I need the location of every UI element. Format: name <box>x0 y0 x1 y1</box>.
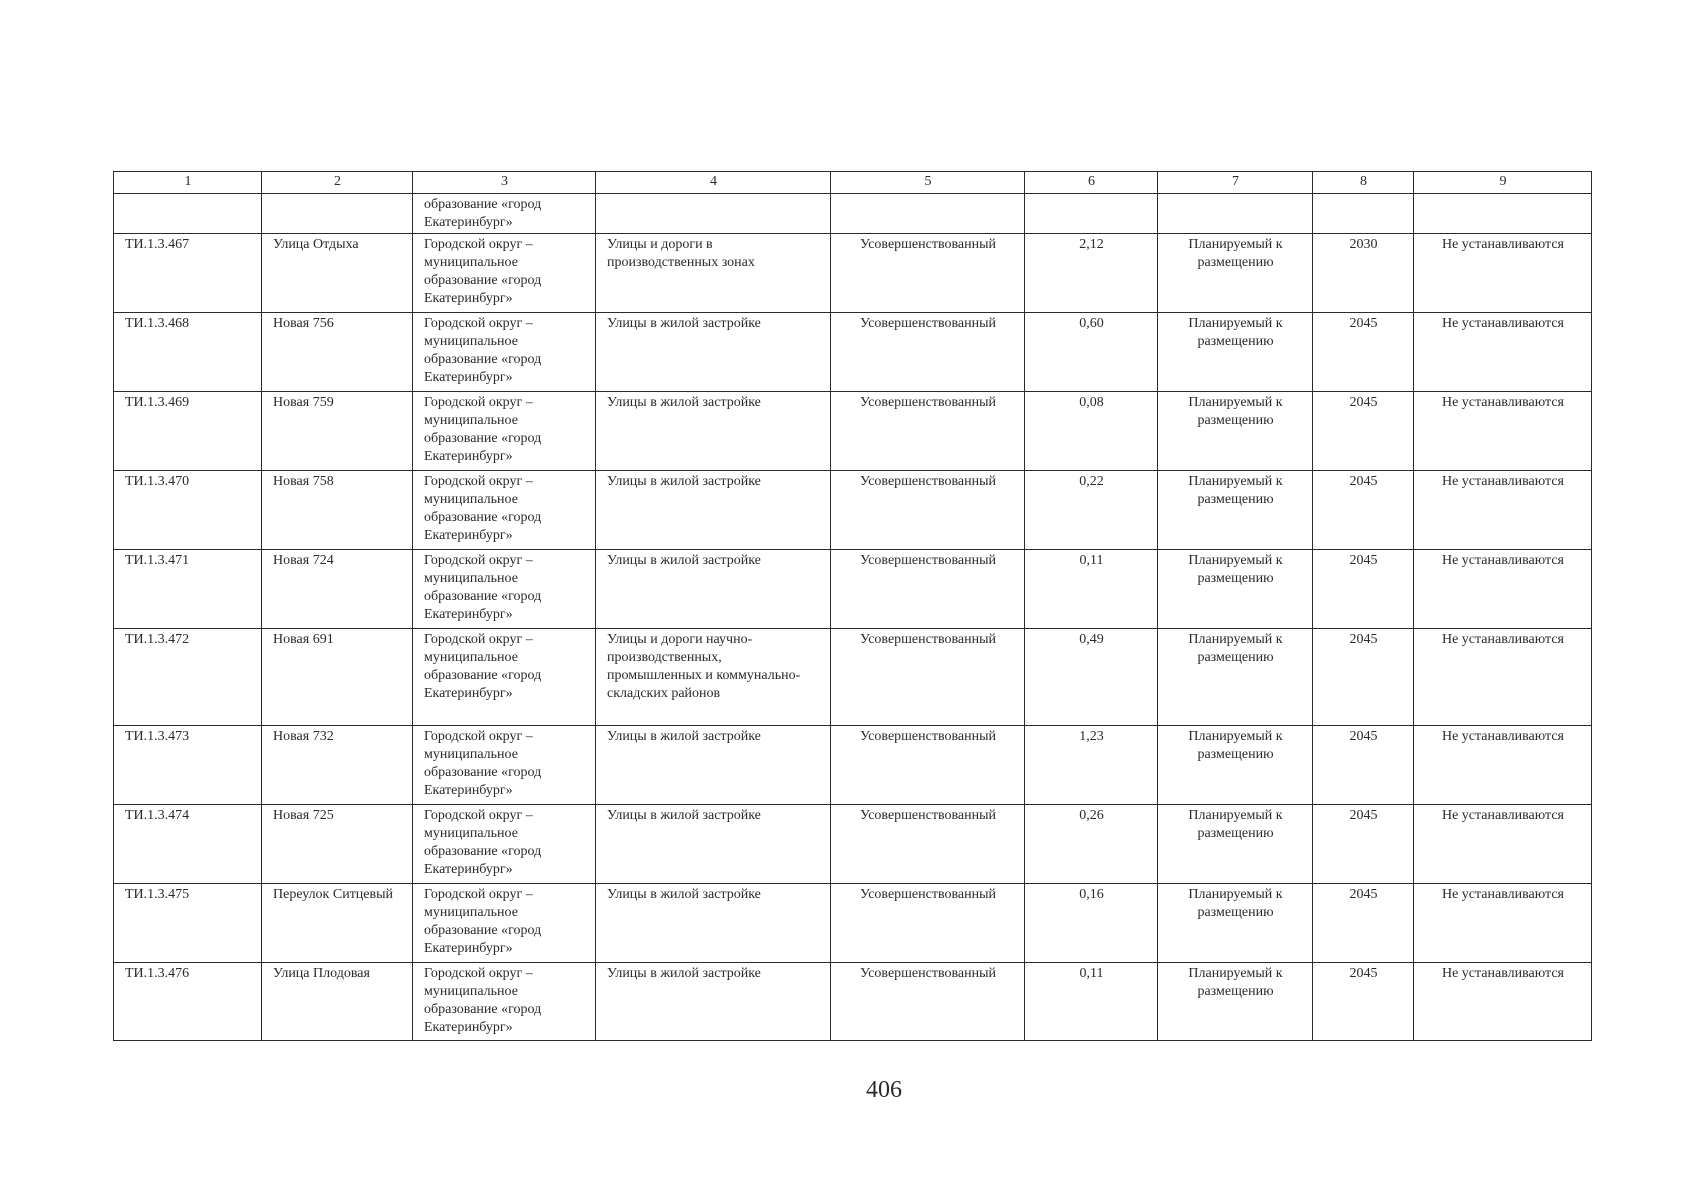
category-cell: Улицы в жилой застройке <box>596 550 831 629</box>
name-cell: Новая 724 <box>262 550 413 629</box>
header-row <box>114 172 1592 194</box>
municipality-cell: Городской округ – муниципальное образование «город Екатеринбург» <box>413 805 596 884</box>
table-row <box>114 805 1592 884</box>
status-cell: Планируемый к размещению <box>1158 726 1313 805</box>
coating-cell <box>831 194 1025 234</box>
status-cell: Планируемый к размещению <box>1158 392 1313 471</box>
page-number: 406 <box>866 1077 902 1103</box>
municipality-cell: Городской округ – муниципальное образование «город Екатеринбург» <box>413 550 596 629</box>
category-cell: Улицы в жилой застройке <box>596 884 831 963</box>
status-cell: Планируемый к размещению <box>1158 313 1313 392</box>
category-cell: Улицы в жилой застройке <box>596 726 831 805</box>
municipality-cell: Городской округ – муниципальное образование «город Екатеринбург» <box>413 963 596 1041</box>
coating-cell: Усовершенствованный <box>831 805 1025 884</box>
status-cell: Планируемый к размещению <box>1158 629 1313 726</box>
id-cell: ТИ.1.3.471 <box>114 550 262 629</box>
category-cell: Улицы в жилой застройке <box>596 963 831 1041</box>
zones-cell: Не устанавливаются <box>1414 313 1592 392</box>
column-header: 6 <box>1025 172 1158 194</box>
category-cell: Улицы в жилой застройке <box>596 805 831 884</box>
year-cell <box>1313 194 1414 234</box>
zones-cell: Не устанавливаются <box>1414 805 1592 884</box>
name-cell: Переулок Ситцевый <box>262 884 413 963</box>
year-cell: 2045 <box>1313 471 1414 550</box>
name-cell <box>262 194 413 234</box>
zones-cell: Не устанавливаются <box>1414 234 1592 313</box>
name-cell: Новая 758 <box>262 471 413 550</box>
municipality-cell: Городской округ – муниципальное образование «город Екатеринбург» <box>413 471 596 550</box>
name-cell: Новая 732 <box>262 726 413 805</box>
name-cell: Новая 725 <box>262 805 413 884</box>
length-cell: 0,11 <box>1025 550 1158 629</box>
column-header: 1 <box>114 172 262 194</box>
municipality-cell: Городской округ – муниципальное образование «город Екатеринбург» <box>413 313 596 392</box>
id-cell: ТИ.1.3.468 <box>114 313 262 392</box>
category-cell: Улицы и дороги в производственных зонах <box>596 234 831 313</box>
name-cell: Новая 756 <box>262 313 413 392</box>
zones-cell <box>1414 194 1592 234</box>
id-cell: ТИ.1.3.474 <box>114 805 262 884</box>
table-row <box>114 392 1592 471</box>
name-cell: Новая 691 <box>262 629 413 726</box>
zones-cell: Не устанавливаются <box>1414 392 1592 471</box>
length-cell: 0,60 <box>1025 313 1158 392</box>
zones-cell: Не устанавливаются <box>1414 963 1592 1041</box>
year-cell: 2045 <box>1313 313 1414 392</box>
status-cell: Планируемый к размещению <box>1158 471 1313 550</box>
zones-cell: Не устанавливаются <box>1414 884 1592 963</box>
id-cell: ТИ.1.3.472 <box>114 629 262 726</box>
length-cell: 0,11 <box>1025 963 1158 1041</box>
table-row <box>114 963 1592 1041</box>
column-header: 7 <box>1158 172 1313 194</box>
length-cell: 2,12 <box>1025 234 1158 313</box>
id-cell <box>114 194 262 234</box>
coating-cell: Усовершенствованный <box>831 313 1025 392</box>
category-cell: Улицы и дороги научно-производственных, промышленных и коммунально-складских районов <box>596 629 831 726</box>
id-cell: ТИ.1.3.469 <box>114 392 262 471</box>
municipality-cell: образование «город Екатеринбург» <box>413 194 596 234</box>
name-cell: Улица Отдыха <box>262 234 413 313</box>
coating-cell: Усовершенствованный <box>831 234 1025 313</box>
status-cell: Планируемый к размещению <box>1158 234 1313 313</box>
column-header: 3 <box>413 172 596 194</box>
year-cell: 2045 <box>1313 726 1414 805</box>
status-cell <box>1158 194 1313 234</box>
municipality-cell: Городской округ – муниципальное образование «город Екатеринбург» <box>413 629 596 726</box>
zones-cell: Не устанавливаются <box>1414 629 1592 726</box>
coating-cell: Усовершенствованный <box>831 629 1025 726</box>
length-cell: 0,26 <box>1025 805 1158 884</box>
year-cell: 2045 <box>1313 629 1414 726</box>
coating-cell: Усовершенствованный <box>831 884 1025 963</box>
table-row <box>114 471 1592 550</box>
id-cell: ТИ.1.3.476 <box>114 963 262 1041</box>
status-cell: Планируемый к размещению <box>1158 805 1313 884</box>
id-cell: ТИ.1.3.473 <box>114 726 262 805</box>
status-cell: Планируемый к размещению <box>1158 963 1313 1041</box>
municipality-cell: Городской округ – муниципальное образование «город Екатеринбург» <box>413 884 596 963</box>
municipality-cell: Городской округ – муниципальное образование «город Екатеринбург» <box>413 726 596 805</box>
zones-cell: Не устанавливаются <box>1414 550 1592 629</box>
coating-cell: Усовершенствованный <box>831 392 1025 471</box>
municipality-cell: Городской округ – муниципальное образование «город Екатеринбург» <box>413 392 596 471</box>
year-cell: 2030 <box>1313 234 1414 313</box>
name-cell: Улица Плодовая <box>262 963 413 1041</box>
category-cell <box>596 194 831 234</box>
column-header: 2 <box>262 172 413 194</box>
zones-cell: Не устанавливаются <box>1414 471 1592 550</box>
year-cell: 2045 <box>1313 550 1414 629</box>
length-cell <box>1025 194 1158 234</box>
table-row <box>114 550 1592 629</box>
column-header: 9 <box>1414 172 1592 194</box>
year-cell: 2045 <box>1313 805 1414 884</box>
length-cell: 0,16 <box>1025 884 1158 963</box>
table-row <box>114 726 1592 805</box>
length-cell: 0,49 <box>1025 629 1158 726</box>
length-cell: 0,08 <box>1025 392 1158 471</box>
id-cell: ТИ.1.3.467 <box>114 234 262 313</box>
municipality-cell: Городской округ – муниципальное образование «город Екатеринбург» <box>413 234 596 313</box>
coating-cell: Усовершенствованный <box>831 726 1025 805</box>
length-cell: 1,23 <box>1025 726 1158 805</box>
table-row <box>114 234 1592 313</box>
column-header: 4 <box>596 172 831 194</box>
coating-cell: Усовершенствованный <box>831 471 1025 550</box>
length-cell: 0,22 <box>1025 471 1158 550</box>
data-table <box>113 171 1592 1041</box>
category-cell: Улицы в жилой застройке <box>596 392 831 471</box>
coating-cell: Усовершенствованный <box>831 550 1025 629</box>
id-cell: ТИ.1.3.475 <box>114 884 262 963</box>
zones-cell: Не устанавливаются <box>1414 726 1592 805</box>
id-cell: ТИ.1.3.470 <box>114 471 262 550</box>
table-row <box>114 313 1592 392</box>
table-row <box>114 884 1592 963</box>
status-cell: Планируемый к размещению <box>1158 884 1313 963</box>
year-cell: 2045 <box>1313 963 1414 1041</box>
year-cell: 2045 <box>1313 392 1414 471</box>
year-cell: 2045 <box>1313 884 1414 963</box>
status-cell: Планируемый к размещению <box>1158 550 1313 629</box>
name-cell: Новая 759 <box>262 392 413 471</box>
column-header: 8 <box>1313 172 1414 194</box>
continuation-row <box>114 194 1592 234</box>
table-row <box>114 629 1592 726</box>
category-cell: Улицы в жилой застройке <box>596 471 831 550</box>
coating-cell: Усовершенствованный <box>831 963 1025 1041</box>
category-cell: Улицы в жилой застройке <box>596 313 831 392</box>
column-header: 5 <box>831 172 1025 194</box>
